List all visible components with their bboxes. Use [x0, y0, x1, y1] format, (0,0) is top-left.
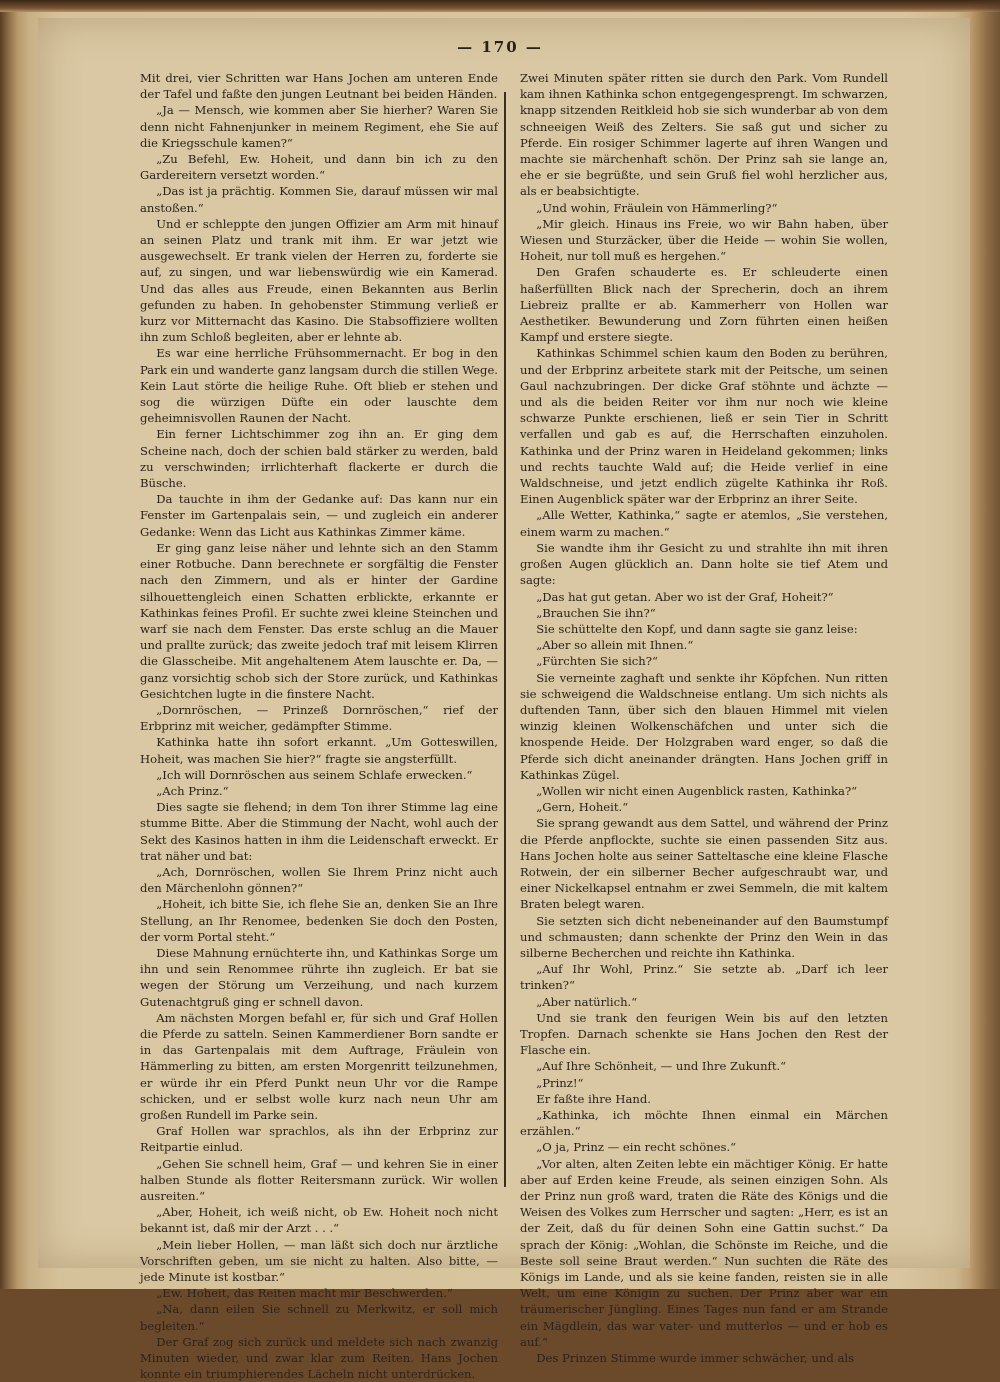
- paragraph: Es war eine herrliche Frühsommernacht. Er bog in den Park ein und wanderte ganz langsam durch die stillen Wege. Kein Laut störte die heilige Ruhe. Oft blieb er stehen und sog die würzigen Düfte ein oder lauschte dem geheimnisvollen Raunen der Nacht.: [140, 346, 498, 426]
- paragraph: „Ja — Mensch, wie kommen aber Sie hierher? Waren Sie denn nicht Fahnenjunker in meinem Regiment, ehe Sie auf die Kriegsschule kamen?“: [140, 103, 498, 150]
- paragraph: Er faßte ihre Hand.: [536, 1091, 651, 1106]
- paragraph: „Und wohin, Fräulein von Hämmerling?“: [536, 200, 778, 215]
- paragraph: „Das ist ja prächtig. Kommen Sie, darauf müssen wir mal anstoßen.“: [140, 184, 498, 215]
- paragraph: „Auf Ihr Wohl, Prinz.“ Sie setzte ab. „Darf ich leer trinken?“: [520, 962, 888, 993]
- paragraph: Der Graf zog sich zurück und meldete sich nach zwanzig Minuten wieder, und zwar klar zum Reiten. Hans Jochen konnte ein triumphierendes Lächeln nicht unterdrücken.: [140, 1334, 498, 1382]
- right-column: [520, 70, 888, 1366]
- paragraph: Sie schüttelte den Kopf, und dann sagte sie ganz leise:: [536, 621, 858, 636]
- paragraph: „Wollen wir nicht einen Augenblick rasten, Kathinka?“: [536, 783, 858, 798]
- paragraph: Er ging ganz leise näher und lehnte sich an den Stamm einer Rotbuche. Dann berechnete er sorgfältig die Fenster nach den Zimmern, und als er hinter der Gardine silhouettengleich einen Schatten erblickte, erkannte er Kathinkas feines Profil. Er suchte zwei kleine Steinchen und warf sie nach dem Fenster. Das erste schlug an die Mauer und prallte zurück; das zweite jedoch traf mit leisem Klirren die Glasscheibe. Mit angehaltenem Atem lauschte er. Da, — ganz vorsichtig schob sich der Store zurück, und Kathinkas Gesichtchen lugte in die finstere Nacht.: [140, 540, 498, 701]
- paragraph: „Gern, Hoheit.“: [536, 800, 629, 815]
- paragraph: „Hoheit, ich bitte Sie, ich flehe Sie an, denken Sie an Ihre Stellung, an Ihr Renomee, bedenken Sie doch den Posten, der vorm Portal steht.“: [140, 897, 498, 944]
- paragraph: „Vor alten, alten Zeiten lebte ein mächtiger König. Er hatte aber auf Erden keine Freude, als seinen einzigen Sohn. Als der Prinz nun groß ward, traten die Räte des Königs und die Weisen des Volkes zum Herrscher und sagten: „Herr, es ist an der Zeit, daß du für deinen Sohn eine Gattin suchst.“ Da sprach der König: „Wohlan, die Schönste im Reiche, und die Beste soll seine Braut werden.“ Nun suchten die Räte des Königs im Lande, und als sie keine fanden, reisten sie in alle Welt, um eine Königin zu suchen. Der Prinz aber war ein träumerischer Jüngling. Eines Tages nun fand er am Strande ein Mägdlein, das war vater- und mutterlos — und er hob es auf.“: [520, 1156, 888, 1349]
- paragraph: „Aber, Hoheit, ich weiß nicht, ob Ew. Hoheit noch nicht bekannt ist, daß mir der Arzt . . .“: [140, 1205, 498, 1236]
- paragraph: Des Prinzen Stimme wurde immer schwächer, und als: [536, 1351, 855, 1366]
- paragraph: Zwei Minuten später ritten sie durch den Park. Vom Rundell kam ihnen Kathinka schon entgegengesprengt. Im schwarzen, knapp sitzenden Reitkleid hob sie sich wunderbar ab von dem schneeigen Weiß des Zelters. Sie saß gut und sicher zu Pferde. Ein rosiger Schimmer lagerte auf ihren Wangen und machte sie märchenhaft schön. Der Prinz sah sie lange an, ehe er sie begrüßte, und sein Gruß fiel wohl herzlicher aus, als er beabsichtigte.: [520, 71, 888, 199]
- paragraph: „Das hat gut getan. Aber wo ist der Graf, Hoheit?“: [536, 589, 834, 604]
- paragraph: „Gehen Sie schnell heim, Graf — und kehren Sie in einer halben Stunde als flotter Reitersmann zurück. Wir wollen ausreiten.“: [140, 1156, 498, 1204]
- paragraph: „Zu Befehl, Ew. Hoheit, und dann bin ich zu den Gardereitern versetzt worden.“: [140, 152, 498, 183]
- paragraph: „Na, dann eilen Sie schnell zu Merkwitz, er soll mich begleiten.“: [140, 1302, 498, 1333]
- book-edge-right: [970, 0, 1000, 1289]
- paragraph: „Mir gleich. Hinaus ins Freie, wo wir Bahn haben, über Wiesen und Sturzäcker, über die Heide — wohin Sie wollen, Hoheit, nur toll muß es hergehen.“: [520, 216, 888, 264]
- paragraph: Kathinka hatte ihn sofort erkannt. „Um Gotteswillen, Hoheit, was machen Sie hier?“ fragte sie angsterfüllt.: [140, 735, 498, 766]
- paragraph: „Auf Ihre Schönheit, — und Ihre Zukunft.“: [536, 1059, 787, 1074]
- paragraph: „Aber natürlich.“: [536, 994, 638, 1009]
- book-edge-top: [0, 0, 1000, 12]
- paragraph: „Brauchen Sie ihn?“: [536, 605, 656, 620]
- paragraph: „O ja, Prinz — ein recht schönes.“: [536, 1140, 737, 1155]
- column-divider: [504, 92, 506, 1187]
- paragraph: „Ach Prinz.“: [156, 783, 229, 798]
- paragraph: „Ew. Hoheit, das Reiten macht mir Beschwerden.“: [156, 1286, 453, 1301]
- paragraph: Den Grafen schauderte es. Er schleuderte einen haßerfüllten Blick nach der Sprecherin, doch an ihrem Liebreiz prallte er ab. Kammerherr von Hollen war Aesthetiker. Bewunderung und Zorn führten einen heißen Kampf und erstere siegte.: [520, 265, 888, 345]
- paragraph: „Prinz!“: [536, 1075, 584, 1090]
- paragraph: Sie wandte ihm ihr Gesicht zu und strahlte ihn mit ihren großen Augen glücklich an. Dann holte sie tief Atem und sagte:: [520, 540, 888, 588]
- paragraph: „Fürchten Sie sich?“: [536, 654, 658, 669]
- paragraph: Sie setzten sich dicht nebeneinander auf den Baumstumpf und schmausten; dann schenkte der Prinz den Wein in das silberne Becherchen und reichte ihn Kathinka.: [520, 913, 888, 960]
- paragraph: Sie sprang gewandt aus dem Sattel, und während der Prinz die Pferde anpflockte, suchte sie einen passenden Sitz aus. Hans Jochen holte aus seiner Satteltasche eine kleine Flasche Rotwein, der ein silberner Becher aufgeschraubt war, und einer Nickelkapsel entnahm er zwei Semmeln, die mit kaltem Braten belegt waren.: [520, 816, 888, 912]
- paragraph: Und er schleppte den jungen Offizier am Arm mit hinauf an seinen Platz und trank mit ihm. Er war jetzt wie ausgewechselt. Er trank vielen der Herren zu, forderte sie auf, zu singen, und war liebenswürdig wie ein Kamerad. Und das alles aus Freude, einen Bekannten aus Berlin gefunden zu haben. In gehobenster Stimmung verließ er kurz vor Mitternacht das Kasino. Die Stabsoffiziere wollten ihn zum Schloß begleiten, aber er lehnte ab.: [140, 216, 498, 345]
- paragraph: Ein ferner Lichtschimmer zog ihn an. Er ging dem Scheine nach, doch der schien bald stärker zu werden, bald zu verschwinden; irrlichterhaft flackerte er durch die Büsche.: [140, 427, 498, 491]
- paragraph: „Alle Wetter, Kathinka,“ sagte er atemlos, „Sie verstehen, einem warm zu machen.“: [520, 508, 888, 539]
- paragraph: „Dornröschen, — Prinzeß Dornröschen,“ rief der Erbprinz mit weicher, gedämpfter Stimme.: [140, 702, 498, 734]
- paragraph: Diese Mahnung ernüchterte ihn, und Kathinkas Sorge um ihn und sein Renommee rührte ihn zugleich. Er bat sie wegen der Störung um Verzeihung, und nach kurzem Gutenachtgruß ging er schnell davon.: [140, 945, 498, 1009]
- paragraph: Sie verneinte zaghaft und senkte ihr Köpfchen. Nun ritten sie schweigend die Waldschneise entlang. Um sich nichts als duftenden Tann, über sich den blauen Himmel mit vielen winzig kleinen Wolkenschäfchen und unter sich die knospende Heide. Der Holzgraben ward enger, so daß die Pferde sich dicht aneinander drängten. Hans Jochen griff in Kathinkas Zügel.: [520, 670, 888, 782]
- paragraph: Mit drei, vier Schritten war Hans Jochen am unteren Ende der Tafel und faßte den jungen Leutnant bei beiden Händen.: [140, 71, 498, 102]
- paragraph: „Aber so allein mit Ihnen.“: [536, 638, 694, 653]
- left-column: [140, 70, 498, 1382]
- paragraph: „Mein lieber Hollen, — man läßt sich doch nur ärztliche Vorschriften geben, um sie nicht zu halten. Also bitte, — jede Minute ist kostbar.“: [140, 1237, 498, 1285]
- paragraph: „Ich will Dornröschen aus seinem Schlafe erwecken.“: [156, 767, 473, 782]
- paragraph: Dies sagte sie flehend; in dem Ton ihrer Stimme lag eine stumme Bitte. Aber die Stimmung der Nacht, wohl auch der Sekt des Kasinos hatten in ihm die Leidenschaft erweckt. Er trat näher und bat:: [140, 800, 498, 863]
- paragraph: „Kathinka, ich möchte Ihnen einmal ein Märchen erzählen.“: [520, 1108, 888, 1139]
- paragraph: „Ach, Dornröschen, wollen Sie Ihrem Prinz nicht auch den Märchenlohn gönnen?“: [140, 864, 498, 896]
- paragraph: Graf Hollen war sprachlos, als ihn der Erbprinz zur Reitpartie einlud.: [140, 1124, 498, 1155]
- paragraph: Und sie trank den feurigen Wein bis auf den letzten Tropfen. Darnach schenkte sie Hans Jochen den Rest der Flasche ein.: [520, 1010, 888, 1058]
- paragraph: Da tauchte in ihm der Gedanke auf: Das kann nur ein Fenster im Gartenpalais sein, — und zugleich ein anderer Gedanke: Wenn das Licht aus Kathinkas Zimmer käme.: [140, 492, 498, 539]
- paragraph: Am nächsten Morgen befahl er, für sich und Graf Hollen die Pferde zu satteln. Seinen Kammerdiener Born sandte er in das Gartenpalais mit dem Auftrage, Fräulein von Hämmerling zu bitten, am ersten Morgenritt teilzunehmen, er würde ihr ein Pferd Punkt neun Uhr vor die Rampe schicken, und er selbst wolle kurz nach neun Uhr am großen Rundell im Parke sein.: [140, 1010, 498, 1122]
- page-number: — 170 —: [457, 38, 543, 56]
- paragraph: Kathinkas Schimmel schien kaum den Boden zu berühren, und der Erbprinz arbeitete stark mit der Peitsche, um seinen Gaul nachzubringen. Der dicke Graf stöhnte und ächzte — und als die beiden Reiter vor ihm nur noch wie kleine schwarze Punkte erschienen, ließ er sein Tier in Schritt verfallen und gab es auf, die Herrschaften einzuholen. Kathinka und der Prinz waren in Heideland gekommen; links und rechts tauchte Wald auf; die Heide verlief in eine Waldschneise, und jetzt endlich zügelte Kathinka ihr Roß. Einen Augenblick später war der Erbprinz an ihrer Seite.: [520, 346, 888, 507]
